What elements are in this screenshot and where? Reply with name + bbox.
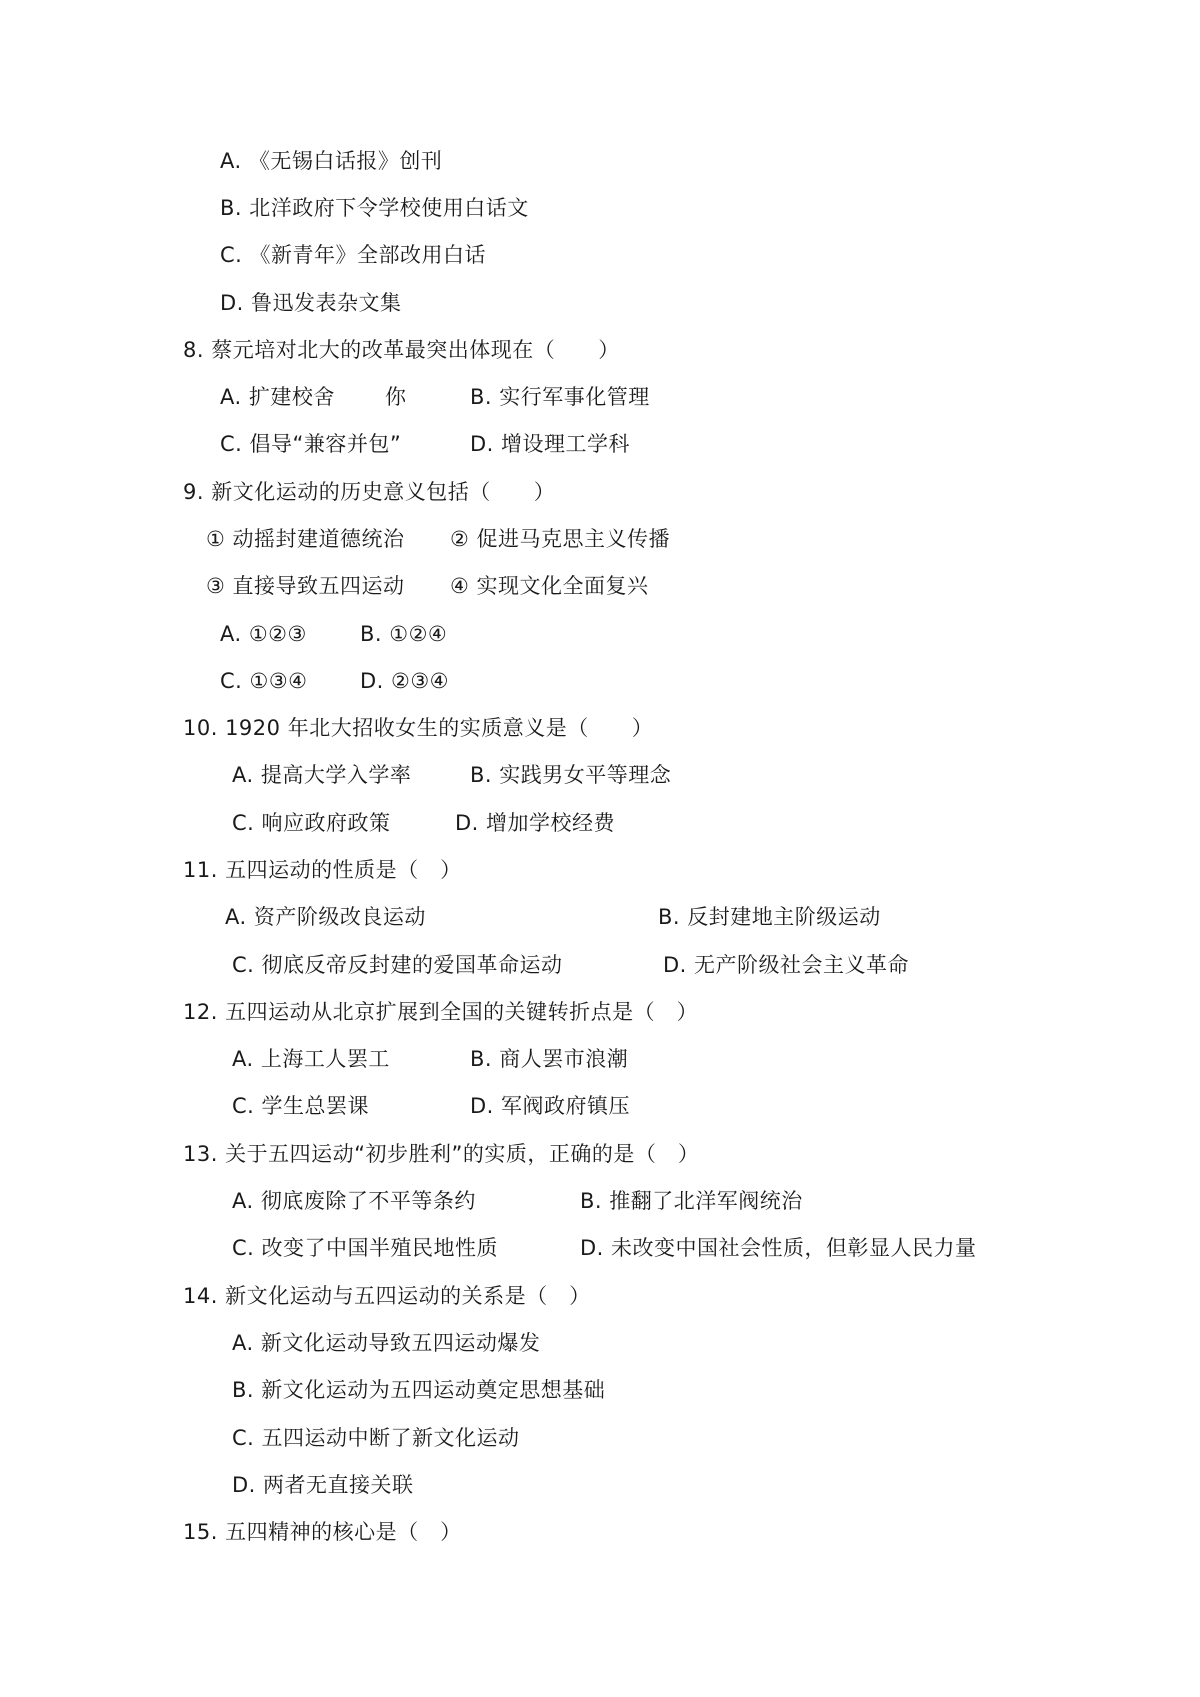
q7-option-d: D. 鲁迅发表杂文集: [220, 291, 402, 315]
q10-option-a: A. 提高大学入学率: [232, 763, 412, 787]
q8-option-d: D. 增设理工学科: [470, 432, 631, 456]
q13-option-b: B. 推翻了北洋军阀统治: [580, 1189, 803, 1213]
q9-option-d: D. ②③④: [360, 669, 449, 693]
q13-option-a: A. 彻底废除了不平等条约: [232, 1189, 476, 1213]
q13-option-c: C. 改变了中国半殖民地性质: [232, 1236, 499, 1260]
q13-stem: 13. 关于五四运动“初步胜利”的实质，正确的是（ ）: [183, 1142, 700, 1166]
q8-option-b: B. 实行军事化管理: [470, 385, 650, 409]
q12-option-a: A. 上海工人罢工: [232, 1047, 390, 1071]
q11-option-a: A. 资产阶级改良运动: [225, 905, 426, 929]
q9-item-1: ① 动摇封建道德统治: [206, 527, 405, 551]
q7-option-b: B. 北洋政府下令学校使用白话文: [220, 196, 529, 220]
q12-option-d: D. 军阀政府镇压: [470, 1094, 631, 1118]
q14-option-d: D. 两者无直接关联: [232, 1473, 414, 1497]
q12-option-c: C. 学生总罢课: [232, 1094, 370, 1118]
q11-option-b: B. 反封建地主阶级运动: [658, 905, 881, 929]
q9-option-a: A. ①②③: [220, 622, 307, 646]
q9-stem: 9. 新文化运动的历史意义包括（ ）: [183, 480, 556, 504]
q10-option-d: D. 增加学校经费: [455, 811, 616, 835]
q12-stem: 12. 五四运动从北京扩展到全国的关键转折点是（ ）: [183, 1000, 699, 1024]
q9-option-c: C. ①③④: [220, 669, 308, 693]
q11-stem: 11. 五四运动的性质是（ ）: [183, 858, 462, 882]
q15-stem: 15. 五四精神的核心是（ ）: [183, 1520, 462, 1544]
q9-item-4: ④ 实现文化全面复兴: [450, 574, 649, 598]
q10-stem: 10. 1920 年北大招收女生的实质意义是（ ）: [183, 716, 654, 740]
q11-option-d: D. 无产阶级社会主义革命: [663, 953, 910, 977]
q7-option-c: C. 《新青年》全部改用白话: [220, 243, 487, 267]
q14-stem: 14. 新文化运动与五四运动的关系是（ ）: [183, 1284, 591, 1308]
q8-option-a: A. 扩建校舍: [220, 385, 335, 409]
q13-option-d: D. 未改变中国社会性质，但彰显人民力量: [580, 1236, 977, 1260]
q12-option-b: B. 商人罢市浪潮: [470, 1047, 629, 1071]
q11-option-c: C. 彻底反帝反封建的爱国革命运动: [232, 953, 563, 977]
q10-option-b: B. 实践男女平等理念: [470, 763, 672, 787]
q8-stray-character: 你: [385, 385, 407, 409]
q8-option-c: C. 倡导“兼容并包”: [220, 432, 402, 456]
q10-option-c: C. 响应政府政策: [232, 811, 391, 835]
q14-option-c: C. 五四运动中断了新文化运动: [232, 1426, 520, 1450]
q14-option-b: B. 新文化运动为五四运动奠定思想基础: [232, 1378, 606, 1402]
q14-option-a: A. 新文化运动导致五四运动爆发: [232, 1331, 541, 1355]
q9-item-3: ③ 直接导致五四运动: [206, 574, 405, 598]
q8-stem: 8. 蔡元培对北大的改革最突出体现在（ ）: [183, 338, 620, 362]
q7-option-a: A. 《无锡白话报》创刊: [220, 149, 443, 173]
q9-option-b: B. ①②④: [360, 622, 448, 646]
q9-item-2: ② 促进马克思主义传播: [450, 527, 671, 551]
